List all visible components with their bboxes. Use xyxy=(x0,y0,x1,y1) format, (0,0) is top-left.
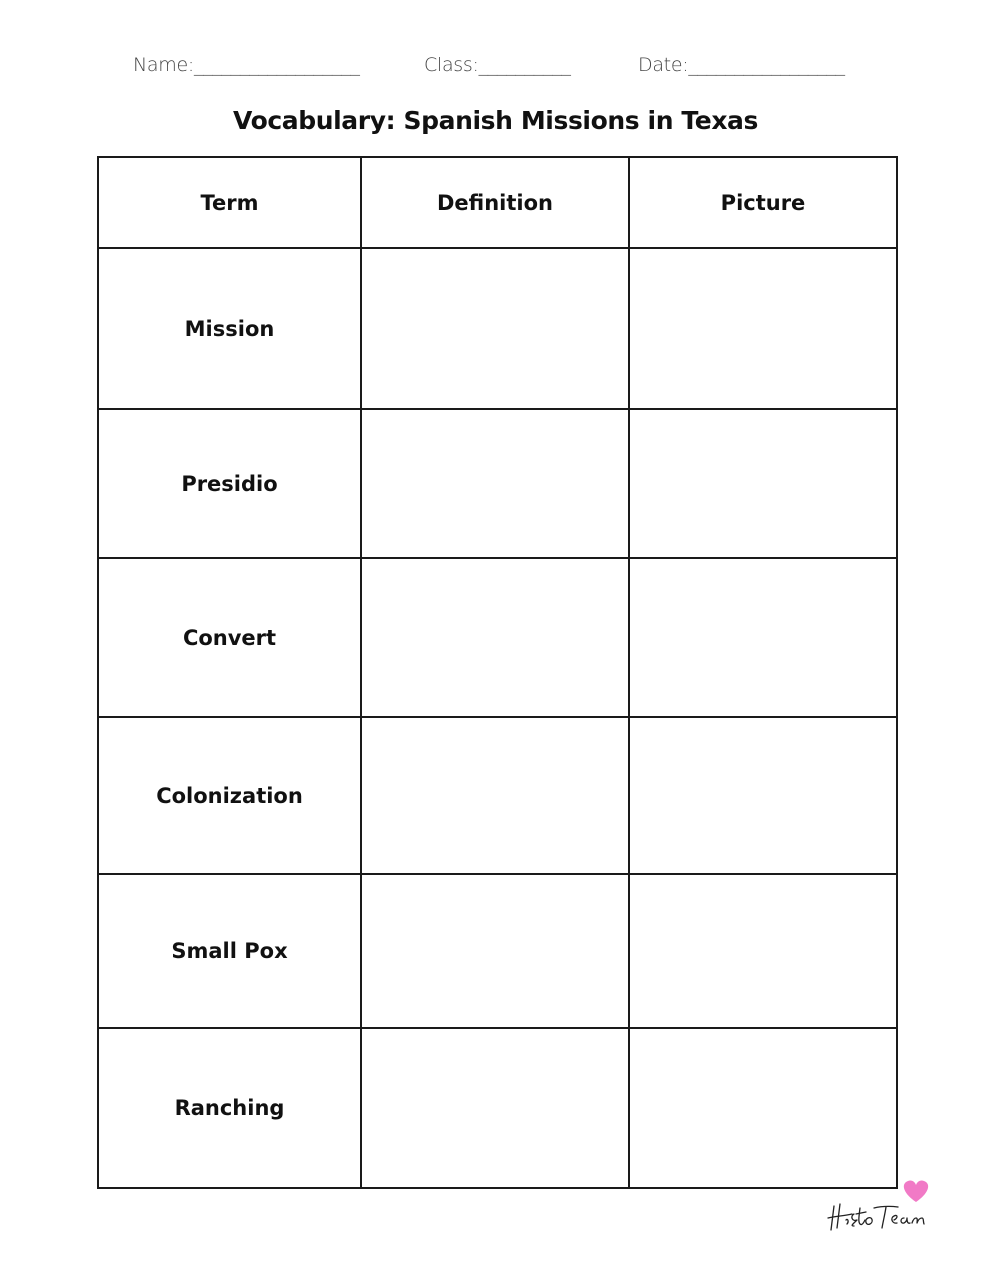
term-cell: Colonization xyxy=(98,717,361,874)
date-field[interactable]: Date:_________________ xyxy=(638,54,845,76)
table-row xyxy=(98,1028,897,1188)
table-header-row xyxy=(98,157,897,248)
column-header-term: Term xyxy=(98,157,361,248)
definition-cell[interactable] xyxy=(361,558,629,717)
worksheet-title: Vocabulary: Spanish Missions in Texas xyxy=(233,106,758,135)
histoteam-logo xyxy=(824,1176,940,1238)
name-field[interactable]: Name:__________________ xyxy=(133,54,360,76)
table-row xyxy=(98,874,897,1028)
picture-cell[interactable] xyxy=(629,248,897,409)
vocabulary-table xyxy=(97,156,898,1189)
column-header-picture: Picture xyxy=(629,157,897,248)
picture-cell[interactable] xyxy=(629,717,897,874)
column-header-definition: Definition xyxy=(361,157,629,248)
picture-cell[interactable] xyxy=(629,558,897,717)
term-cell: Convert xyxy=(98,558,361,717)
definition-cell[interactable] xyxy=(361,717,629,874)
definition-cell[interactable] xyxy=(361,409,629,558)
class-field[interactable]: Class:__________ xyxy=(424,54,571,76)
term-cell: Small Pox xyxy=(98,874,361,1028)
term-cell: Ranching xyxy=(98,1028,361,1188)
definition-cell[interactable] xyxy=(361,874,629,1028)
term-cell: Presidio xyxy=(98,409,361,558)
histoteam-signature-icon xyxy=(824,1176,940,1238)
term-cell: Mission xyxy=(98,248,361,409)
heart-icon xyxy=(904,1181,928,1202)
picture-cell[interactable] xyxy=(629,1028,897,1188)
student-info-fields xyxy=(0,54,991,84)
table-row xyxy=(98,409,897,558)
picture-cell[interactable] xyxy=(629,409,897,558)
definition-cell[interactable] xyxy=(361,1028,629,1188)
table-row xyxy=(98,248,897,409)
table-row xyxy=(98,717,897,874)
definition-cell[interactable] xyxy=(361,248,629,409)
picture-cell[interactable] xyxy=(629,874,897,1028)
table-row xyxy=(98,558,897,717)
